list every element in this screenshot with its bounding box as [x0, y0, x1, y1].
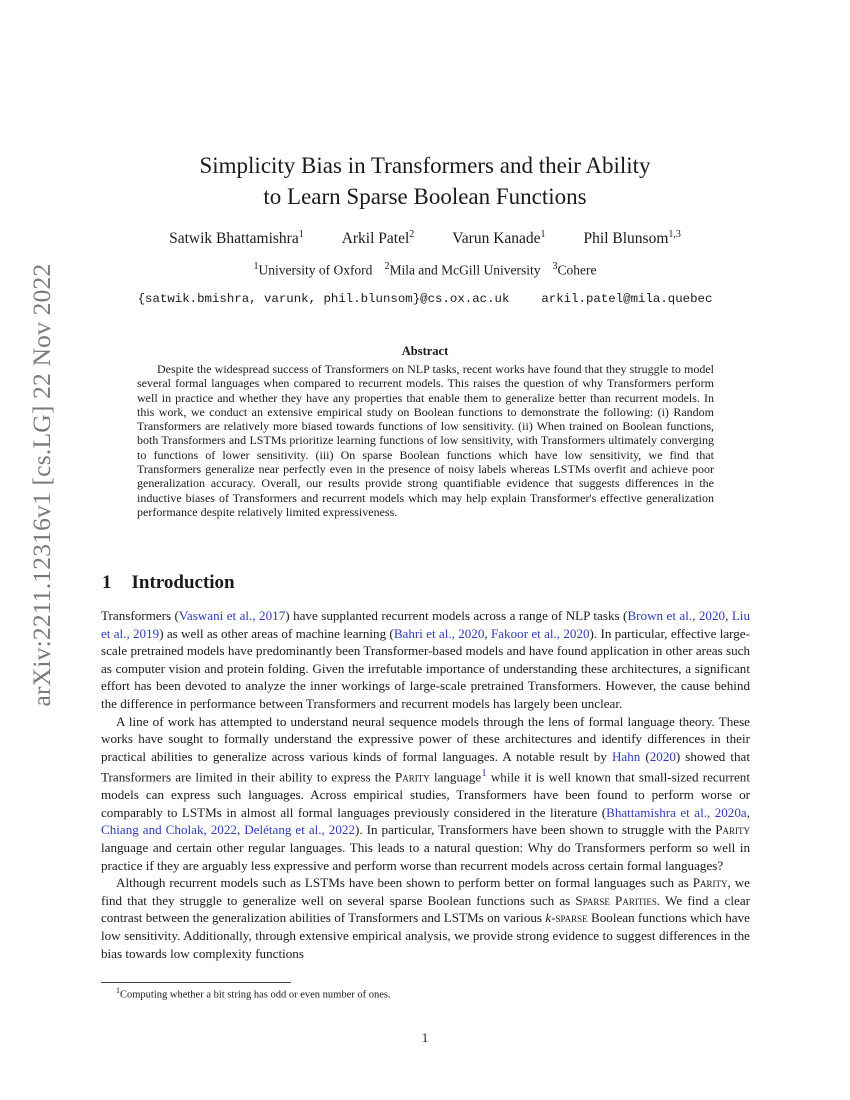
author: Arkil Patel$^2$ — [341, 229, 415, 248]
affiliation: $^1$University of Oxford — [253, 261, 373, 278]
affiliation-list — [100, 261, 750, 279]
paragraph: Although recurrent models such as LSTMs have been shown to perform better on formal languages such as Parity, we find that they struggle to generalize well on several sparse Boolean functions such as Sparse Parities. We find a clear contrast between the generalization abilities of Transformers and LSTMs on various k-sparse Boolean functions which have low sensitivity. Additionally, through extensive empirical analysis, we provide strong evidence to suggest differences in the bias towards low complexity functions — [101, 875, 750, 961]
citation-link[interactable]: Hahn — [611, 748, 641, 764]
footnote-link[interactable]: 1 — [481, 767, 487, 780]
author: Phil Blunsom$^{1,3}$ — [583, 229, 681, 248]
section-number: 1 — [102, 572, 112, 593]
citation-link[interactable]: Brown et al., 2020 — [627, 608, 726, 623]
abstract-body: Despite the widespread success of Transformers on NLP tasks, recent works have found that they struggle to model several formal languages when compared to recurrent models. This raises the question of why Transformers perform well in practice and whether they have any properties that enable them to generalize better than recurrent models. In this work, we conduct an extensive empirical study on Boolean functions to demonstrate the following: (i) Random Transformers are relatively more biased towards functions of low sensitivity. (ii) When trained on Boolean functions, both Transformers and LSTMs prioritize learning functions of low sensitivity, with Transformers ultimately converging to functions of lower sensitivity. (iii) On sparse Boolean functions which have low sensitivity, we find that Transformers generalize near perfectly even in the presence of noisy labels whereas LSTMs overfit and achieve poor generalization accuracy. Overall, our results provide strong quantifiable evidence that suggests differences in the inductive biases of Transformers and recurrent models which may help explain Transformer's effective generalization performance despite relatively limited expressiveness. — [137, 362, 714, 519]
page-number: 1 — [421, 1030, 429, 1045]
citation-link[interactable]: 2020 — [649, 748, 676, 764]
citation-link[interactable]: Bahri et al., 2020 — [393, 625, 485, 641]
author-list — [100, 229, 750, 248]
arxiv-identifier: arXiv:2211.12316v1 [cs.LG] 22 Nov 2022 — [27, 263, 56, 707]
title-line-1: Simplicity Bias in Transformers and their Ability — [199, 153, 651, 178]
citation-link[interactable]: Vaswani et al., 2017 — [178, 608, 286, 623]
email: arkil.patel@mila.quebec — [541, 292, 713, 306]
section-title: Introduction — [131, 572, 235, 593]
title-line-2: to Learn Sparse Boolean Functions — [263, 184, 587, 209]
email-list — [100, 292, 750, 306]
footnote: $^1$Computing whether a bit string has odd or even number of ones. — [116, 986, 391, 1001]
author: Satwik Bhattamishra$^1$ — [169, 229, 304, 248]
citation-link[interactable]: Fakoor et al., 2020 — [490, 625, 590, 641]
citation-link[interactable]: Bhattamishra et al., 2020a — [606, 804, 747, 820]
paper-title — [100, 150, 750, 212]
paragraph: Transformers (Vaswani et al., 2017) have supplanted recurrent models across a range of NLP tasks (Brown et al., 2020, Liu et al., 2019) as well as other areas of machine learning (Bahri et al., 2020, Fakoor et al., 2020). In particular, effective large-scale pretrained models have predominantly been Transformer-based models and have found application in other areas such as computer vision and protein folding. Given the irrefutable importance of understanding these architectures, a significant effort has been devoted to analyze the inner workings of large-scale pretrained Transformers. However, the cause behind the difference in performance between Transformers and recurrent models has largely been unclear. — [101, 608, 750, 711]
citation-link[interactable]: Chiang and Cholak, 2022 — [101, 822, 237, 838]
introduction-body — [101, 607, 750, 962]
email: {satwik.bmishra, varunk, phil.blunsom}@cs.ox.ac.uk — [137, 292, 510, 306]
footnote-divider — [101, 982, 291, 983]
affiliation: $^3$Cohere — [552, 261, 597, 278]
author: Varun Kanade$^1$ — [452, 229, 546, 248]
affiliation: $^2$Mila and McGill University — [384, 261, 541, 278]
paragraph: A line of work has attempted to understand neural sequence models through the lens of formal language theory. These works have sought to formally understand the expressive power of these architectures and identify differences in their practical abilities to generalize across various kinds of formal languages. A notable result by Hahn (2020) showed that Transformers are limited in their ability to express the Parity language$^1$ while it is well known that small-sized recurrent models can express such languages. Across empirical studies, Transformers have been found to perform worse or comparably to LSTMs in almost all formal languages previously considered in the literature (Bhattamishra et al., 2020a, Chiang and Cholak, 2022, Delétang et al., 2022). In particular, Transformers have been shown to struggle with the Parity language and certain other regular languages. This leads to a natural question: Why do Transformers perform so well in practice if they are arguably less expressive and perform worse than recurrent models across certain formal languages? — [101, 713, 751, 873]
abstract-heading: Abstract — [401, 344, 449, 358]
citation-link[interactable]: Delétang et al., 2022 — [244, 822, 355, 838]
section-heading — [102, 572, 235, 594]
citation-link[interactable]: Liu et al., 2019 — [101, 608, 750, 641]
